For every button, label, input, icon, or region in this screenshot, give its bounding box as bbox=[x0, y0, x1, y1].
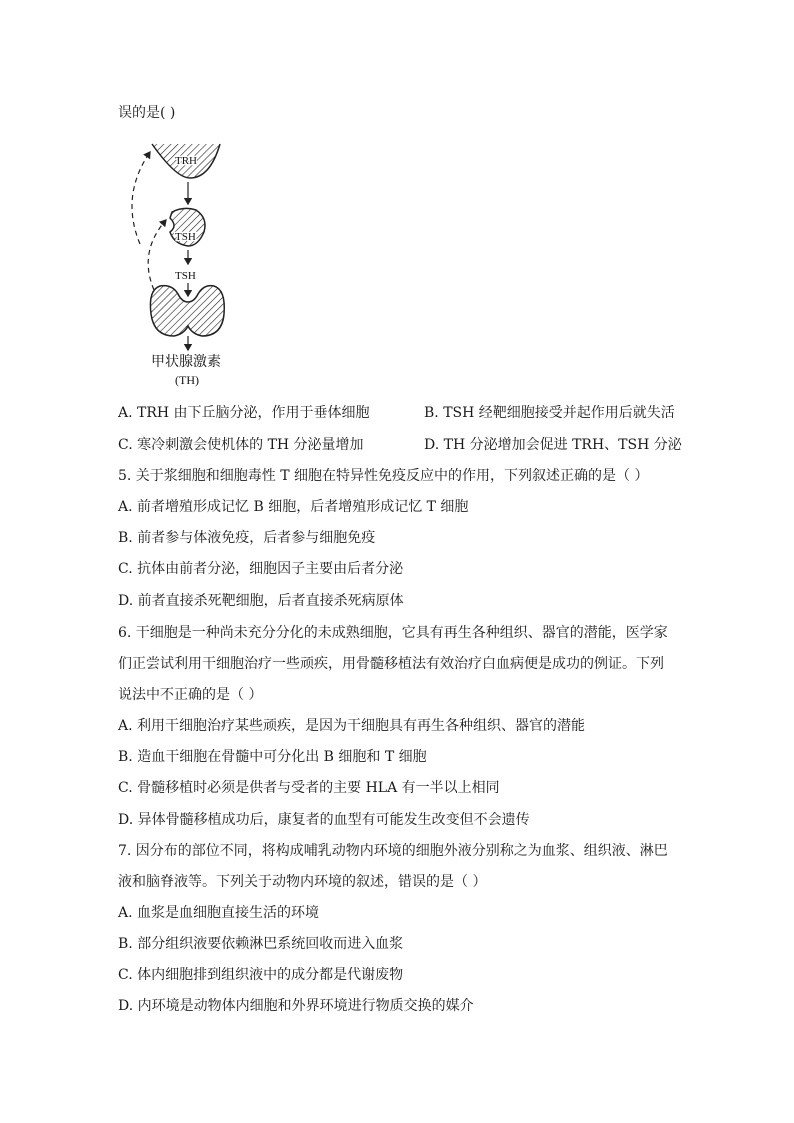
tsh-gland-label: TSH bbox=[175, 231, 196, 243]
q6-stem-line-2: 们正尝试利用干细胞治疗一些顽疾，用骨髓移植法有效治疗白血病便是成功的例证。下列 bbox=[118, 656, 664, 672]
q7-option-d: D. 内环境是动物体内细胞和外界环境进行物质交换的媒介 bbox=[118, 998, 474, 1014]
q7-option-b: B. 部分组织液要依赖淋巴系统回收而进入血浆 bbox=[118, 936, 404, 952]
q6-option-a: A. 利用干细胞治疗某些顽疾，是因为干细胞具有再生各种组织、器官的潜能 bbox=[118, 718, 586, 734]
hormone-regulation-diagram bbox=[118, 140, 268, 388]
q6-option-c: C. 骨髓移植时必须是供者与受者的主要 HLA 有一半以上相同 bbox=[118, 780, 500, 796]
q5-option-c: C. 抗体由前者分泌，细胞因子主要由后者分泌 bbox=[118, 561, 404, 577]
q7-option-c: C. 体内细胞排到组织液中的成分都是代谢废物 bbox=[118, 967, 404, 983]
q6-stem-line-3: 说法中不正确的是（ ） bbox=[118, 687, 263, 703]
tsh-arrow-label: TSH bbox=[175, 270, 196, 282]
q4-option-d: D. TH 分泌增加会促进 TRH、TSH 分泌 bbox=[424, 437, 682, 453]
q5-option-d: D. 前者直接杀死靶细胞，后者直接杀死病原体 bbox=[118, 593, 404, 609]
q7-stem-line-1: 7. 因分布的部位不同，将构成哺乳动物内环境的细胞外液分别称之为血浆、组织液、淋巴 bbox=[118, 843, 668, 859]
q6-option-d: D. 异体骨髓移植成功后，康复者的血型有可能发生改变但不会遗传 bbox=[118, 812, 530, 828]
feedback-arrow-to-pituitary bbox=[148, 220, 166, 290]
feedback-arrow-to-hypothalamus bbox=[132, 152, 150, 244]
hormone-abbr: (TH) bbox=[175, 373, 199, 387]
q4-option-c: C. 寒冷刺激会使机体的 TH 分泌量增加 bbox=[118, 437, 364, 453]
q5-option-a: A. 前者增殖形成记忆 B 细胞，后者增殖形成记忆 T 细胞 bbox=[118, 499, 469, 515]
q7-stem-line-2: 液和脑脊液等。下列关于动物内环境的叙述，错误的是（ ） bbox=[118, 874, 487, 890]
q5-option-b: B. 前者参与体液免疫，后者参与细胞免疫 bbox=[118, 530, 376, 546]
trh-label: TRH bbox=[175, 155, 197, 167]
q6-stem-line-1: 6. 干细胞是一种尚未充分分化的未成熟细胞，它具有再生各种组织、器官的潜能，医学家 bbox=[118, 625, 668, 641]
q6-option-b: B. 造血干细胞在骨髓中可分化出 B 细胞和 T 细胞 bbox=[118, 749, 427, 765]
q4-stem-tail: 误的是( ) bbox=[118, 105, 176, 121]
hormone-name: 甲状腺激素 bbox=[151, 354, 221, 370]
thyroid-shape bbox=[150, 286, 224, 336]
q4-option-a: A. TRH 由下丘脑分泌，作用于垂体细胞 bbox=[118, 405, 370, 421]
q7-option-a: A. 血浆是血细胞直接生活的环境 bbox=[118, 905, 320, 921]
q4-option-b: B. TSH 经靶细胞接受并起作用后就失活 bbox=[424, 405, 675, 421]
q5-stem: 5. 关于浆细胞和细胞毒性 T 细胞在特异性免疫反应中的作用，下列叙述正确的是（ ） bbox=[118, 468, 649, 484]
